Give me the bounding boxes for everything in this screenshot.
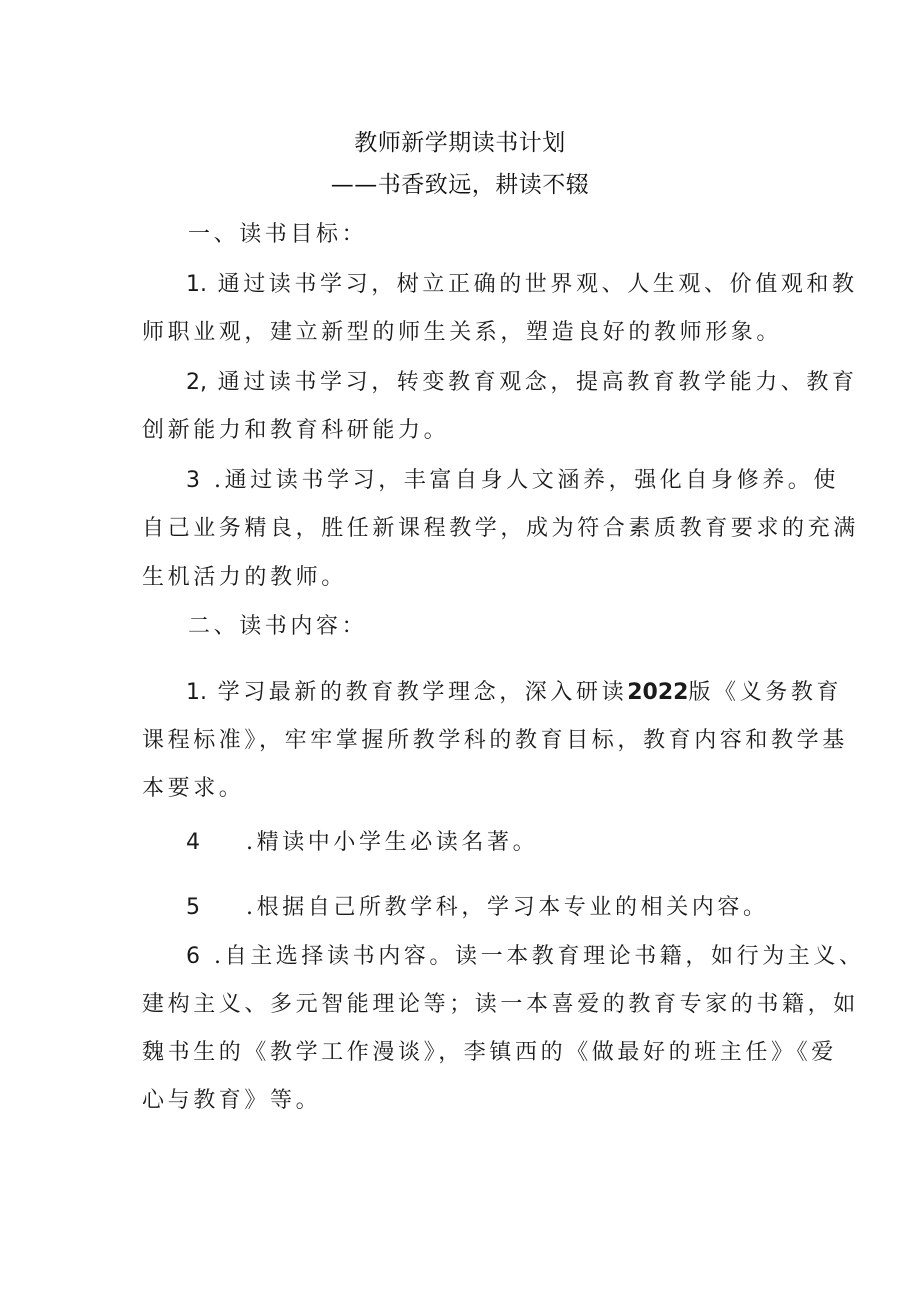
goal-item-1-line-2: 师职业观，建立新型的师生关系，塑造良好的教师形象。 (142, 320, 783, 345)
goal-item-2-line-2: 创新能力和教育科研能力。 (142, 418, 450, 443)
section-heading-content: 二、读书内容： (188, 614, 368, 639)
content-item-1-line-2: 课程标准》，牢牢掌握所教学科的教育目标，教育内容和教学基 (142, 728, 848, 753)
goal-item-1-text: 通过读书学习，树立正确的世界观、人生观、价值观和教 (217, 272, 858, 297)
goal-item-1-line-1 (186, 270, 858, 300)
content-item-6-line-1 (186, 942, 865, 972)
goal-item-3-line-1 (186, 466, 839, 496)
content-item-6-marker: 6 (186, 944, 200, 969)
content-item-1-line-1 (186, 678, 842, 708)
content-item-6-text: .自主选择读书内容。读一本教育理论书籍，如行为主义、 (214, 944, 865, 969)
content-item-4 (186, 828, 538, 858)
goal-item-1-marker: 1. (186, 272, 207, 297)
goal-item-2-marker: 2, (186, 370, 207, 395)
goal-item-3-text: .通过读书学习，丰富自身人文涵养，强化自身修养。使 (214, 468, 839, 493)
content-item-1-text-b: 版《义务教育 (688, 680, 843, 705)
section-heading-goals: 一、读书目标： (188, 222, 368, 247)
goal-item-3-marker: 3 (186, 468, 200, 493)
content-item-6-line-4: 心与教育》等。 (142, 1088, 322, 1113)
document-subtitle: ——书香致远，耕读不辍 (330, 172, 590, 198)
content-item-4-text: .精读中小学生必读名著。 (246, 830, 539, 855)
content-item-1-line-3: 本要求。 (142, 776, 245, 801)
document-title: 教师新学期读书计划 (354, 130, 566, 156)
content-item-5 (186, 893, 769, 923)
content-item-4-marker: 4 (186, 830, 200, 855)
goal-item-3-line-2: 自己业务精良，胜任新课程教学，成为符合素质教育要求的充满 (142, 516, 859, 541)
goal-item-2-line-1 (186, 368, 858, 398)
content-item-1-text-a: 学习最新的教育教学理念，深入研读 (217, 680, 628, 705)
content-item-6-line-2: 建构主义、多元智能理论等；读一本喜爱的教育专家的书籍，如 (142, 992, 859, 1017)
content-item-1-marker: 1. (186, 680, 207, 705)
content-item-6-line-3: 魏书生的《教学工作漫谈》，李镇西的《做最好的班主任》《爱 (142, 1040, 837, 1065)
content-item-1-year: 2022 (627, 680, 689, 705)
goal-item-2-text: 通过读书学习，转变教育观念，提高教育教学能力、教育 (217, 370, 858, 395)
goal-item-3-line-3: 生机活力的教师。 (142, 565, 347, 590)
content-item-5-marker: 5 (186, 895, 200, 920)
content-item-5-text: .根据自己所教学科，学习本专业的相关内容。 (246, 895, 769, 920)
